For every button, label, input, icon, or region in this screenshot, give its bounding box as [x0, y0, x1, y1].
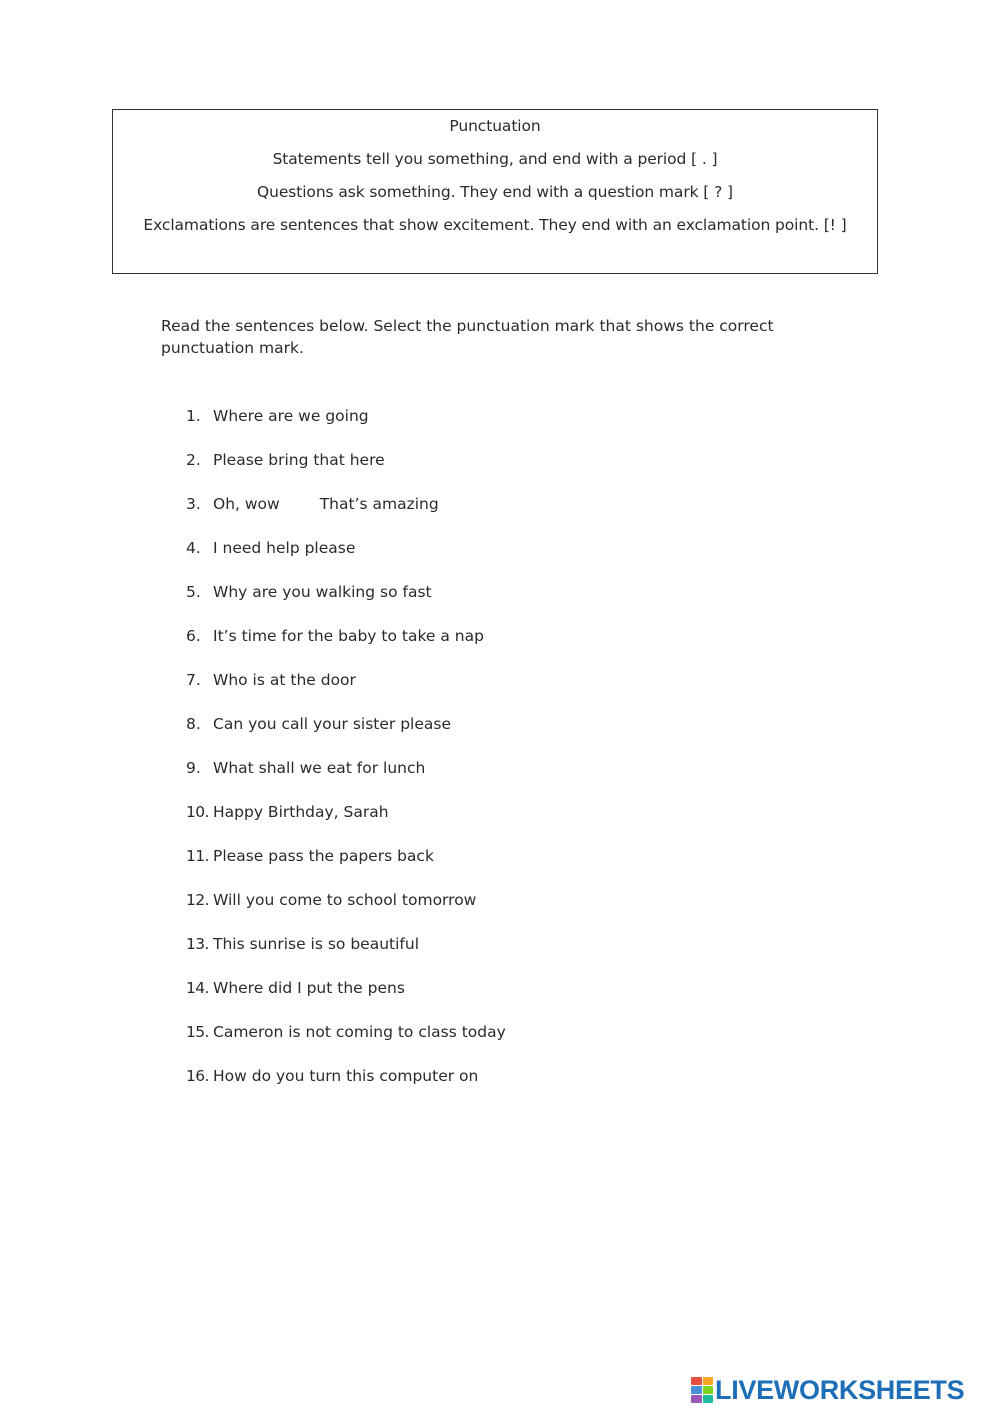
question-text: It’s time for the baby to take a nap [213, 627, 484, 645]
question-text: Please bring that here [213, 451, 385, 469]
question-number: 2. [186, 451, 201, 469]
liveworksheets-logo-icon [691, 1377, 713, 1403]
question-text: Where are we going [213, 407, 369, 425]
list-item [186, 492, 439, 516]
question-number: 1. [186, 407, 201, 425]
punctuation-rules-box [112, 109, 878, 274]
list-item [186, 404, 369, 428]
list-item [186, 712, 451, 736]
question-text: Can you call your sister please [213, 715, 451, 733]
list-item [186, 800, 389, 824]
question-number: 4. [186, 539, 201, 557]
question-text: Will you come to school tomorrow [213, 891, 477, 909]
question-text: This sunrise is so beautiful [213, 935, 420, 953]
brand-name: LIVEWORKSHEETS [715, 1375, 965, 1405]
question-number: 16. [186, 1067, 209, 1085]
question-number: 6. [186, 627, 201, 645]
list-item [186, 624, 484, 648]
question-number: 7. [186, 671, 201, 689]
question-text: Cameron is not coming to class today [213, 1023, 506, 1041]
question-text: Oh, wow [213, 495, 280, 513]
question-number: 3. [186, 495, 201, 513]
list-item [186, 536, 355, 560]
question-text: Happy Birthday, Sarah [213, 803, 389, 821]
list-item [186, 668, 356, 692]
list-item [186, 580, 432, 604]
logo-tile [691, 1395, 702, 1403]
logo-tile [703, 1395, 714, 1403]
question-number: 5. [186, 583, 201, 601]
rule-exclamation: Exclamations are sentences that show excitement. They end with an exclamation point. [! ] [143, 216, 847, 234]
instructions-text: Read the sentences below. Select the punctuation mark that shows the correct punctuation mark. [161, 317, 774, 357]
logo-tile [691, 1377, 702, 1385]
rules-title: Punctuation [449, 117, 541, 135]
question-number: 12. [186, 891, 209, 909]
rule-question: Questions ask something. They end with a question mark [ ? ] [257, 183, 733, 201]
question-text: What shall we eat for lunch [213, 759, 426, 777]
logo-tile [691, 1386, 702, 1394]
rule-statement: Statements tell you something, and end with a period [ . ] [272, 150, 718, 168]
question-text-second: That’s amazing [319, 495, 439, 513]
logo-tile [703, 1377, 714, 1385]
question-text: Why are you walking so fast [213, 583, 432, 601]
list-item [186, 976, 405, 1000]
question-number: 11. [186, 847, 209, 865]
list-item [186, 448, 385, 472]
question-text: How do you turn this computer on [213, 1067, 479, 1085]
question-text: Please pass the papers back [213, 847, 434, 865]
question-number: 8. [186, 715, 201, 733]
list-item [186, 932, 419, 956]
question-number: 13. [186, 935, 209, 953]
list-item [186, 844, 434, 868]
list-item [186, 756, 425, 780]
list-item [186, 1064, 478, 1088]
logo-tile [703, 1386, 714, 1394]
question-text: Who is at the door [213, 671, 356, 689]
question-number: 14. [186, 979, 209, 997]
list-item [186, 1020, 506, 1044]
liveworksheets-brand[interactable] [691, 1373, 964, 1407]
question-text: Where did I put the pens [213, 979, 405, 997]
list-item [186, 888, 476, 912]
question-text: I need help please [213, 539, 356, 557]
question-number: 10. [186, 803, 209, 821]
question-number: 9. [186, 759, 201, 777]
question-number: 15. [186, 1023, 209, 1041]
